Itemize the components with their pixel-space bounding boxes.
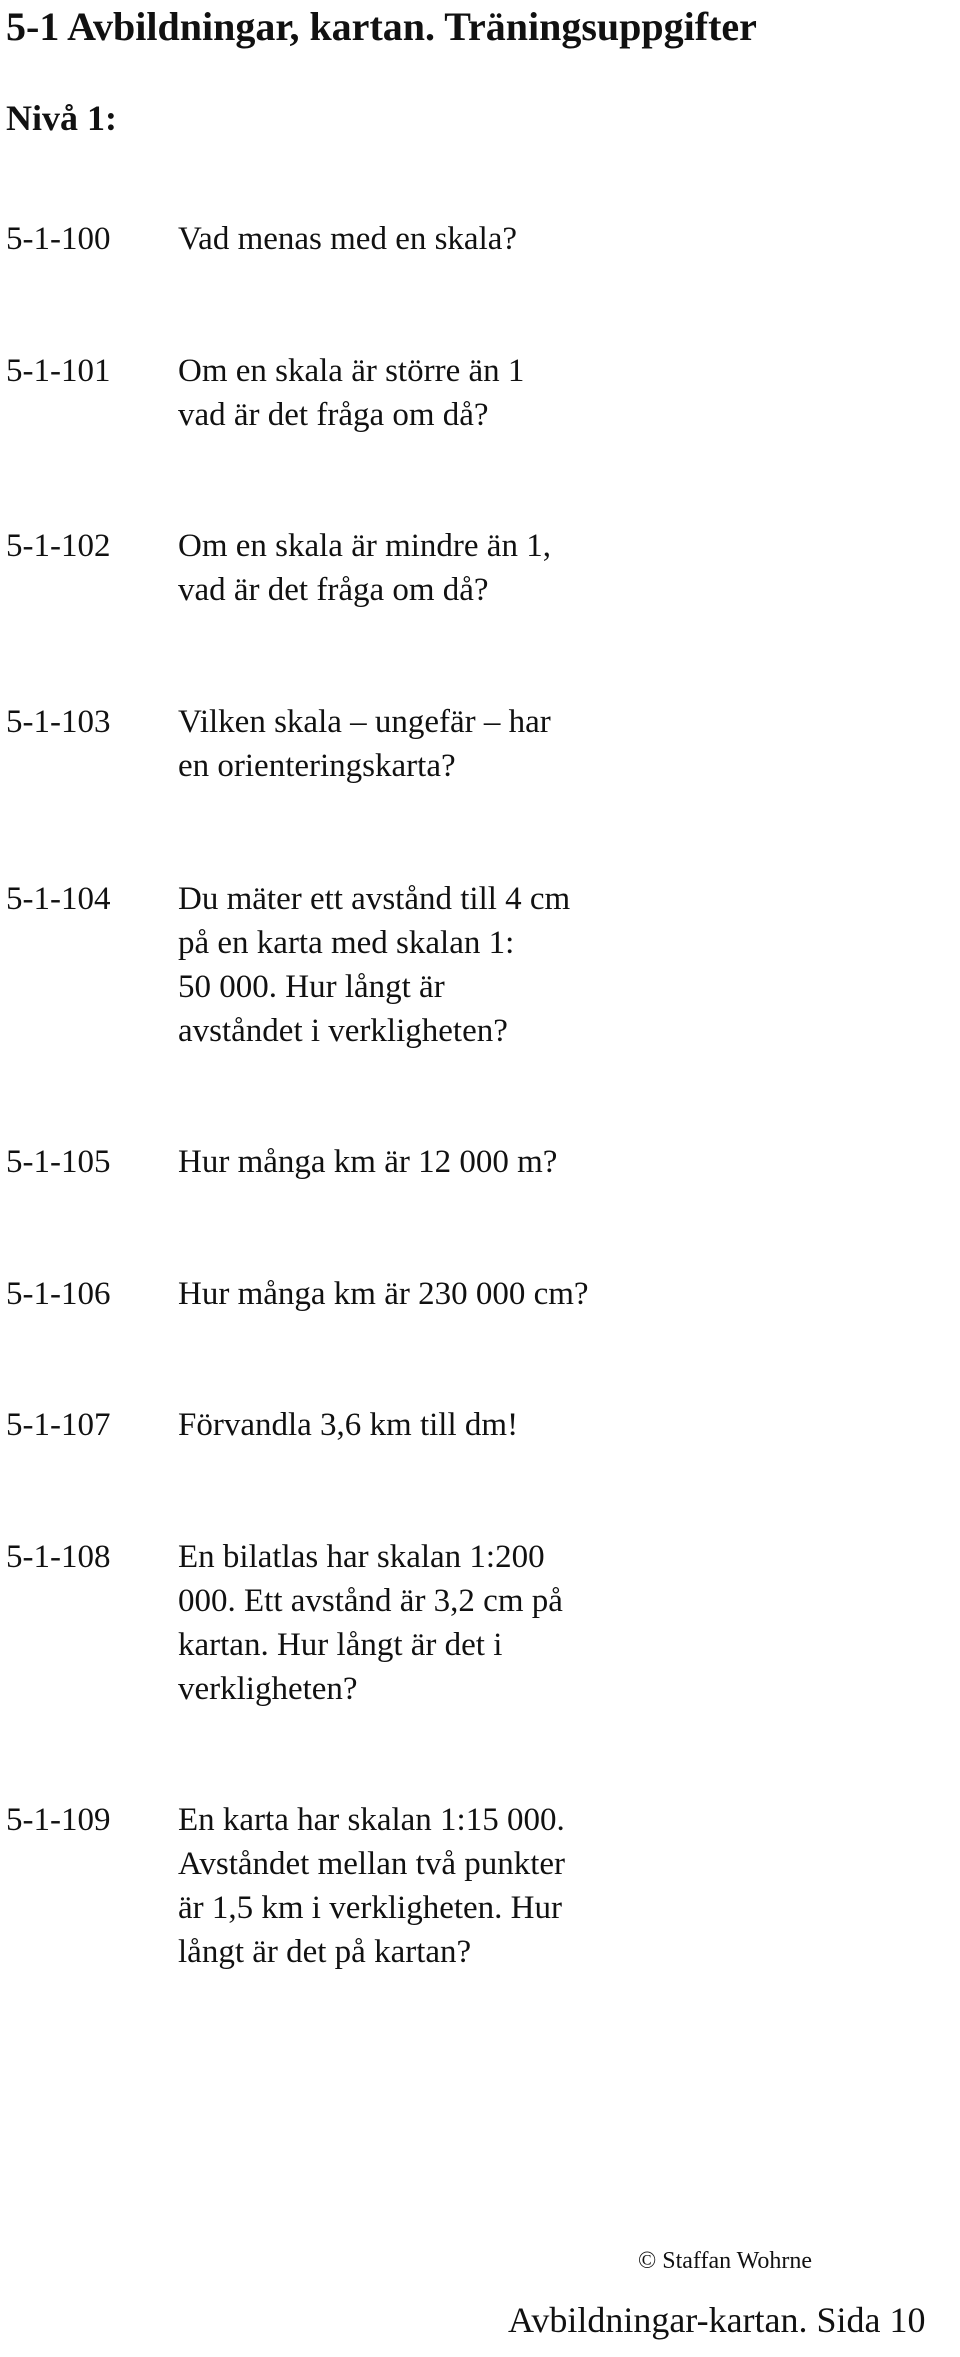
task-5-1-102 [6, 524, 946, 612]
task-text [178, 1403, 946, 1447]
task-line: på en karta med skalan 1: [178, 925, 515, 961]
task-number: 5-1-105 [6, 1144, 111, 1180]
task-line: En karta har skalan 1:15 000. [178, 1802, 565, 1838]
task-line: Avståndet mellan två punkter [178, 1846, 566, 1882]
task-5-1-100 [6, 217, 946, 261]
task-text [178, 1140, 946, 1184]
task-line: 000. Ett avstånd är 3,2 cm på [178, 1583, 563, 1619]
task-text [178, 1798, 946, 1974]
task-line: En bilatlas har skalan 1:200 [178, 1539, 545, 1575]
task-line: Hur många km är 230 000 cm? [178, 1276, 589, 1312]
task-number: 5-1-107 [6, 1407, 111, 1443]
task-line: Du mäter ett avstånd till 4 cm [178, 881, 571, 917]
level-heading: Nivå 1: [6, 98, 117, 138]
task-line: är 1,5 km i verkligheten. Hur [178, 1890, 562, 1926]
page-title: 5-1 Avbildningar, kartan. Träningsuppgifter [6, 4, 757, 49]
task-line: verkligheten? [178, 1671, 358, 1707]
task-5-1-103 [6, 700, 946, 788]
task-number: 5-1-100 [6, 221, 111, 257]
task-line: Hur många km är 12 000 m? [178, 1144, 558, 1180]
task-line: vad är det fråga om då? [178, 572, 489, 608]
task-text [178, 1535, 946, 1711]
task-line: långt är det på kartan? [178, 1934, 472, 1970]
task-line: Vilken skala – ungefär – har [178, 704, 551, 740]
task-text [178, 700, 946, 788]
task-text [178, 524, 946, 612]
task-5-1-107 [6, 1403, 946, 1447]
page-footer: Avbildningar-kartan. Sida 10 [508, 2300, 926, 2340]
task-number: 5-1-101 [6, 353, 111, 389]
task-number: 5-1-108 [6, 1539, 111, 1575]
task-5-1-108 [6, 1535, 946, 1711]
task-line: vad är det fråga om då? [178, 397, 489, 433]
task-number: 5-1-102 [6, 528, 111, 564]
task-number: 5-1-109 [6, 1802, 111, 1838]
copyright-notice: © Staffan Wohrne [638, 2248, 813, 2274]
task-5-1-105 [6, 1140, 946, 1184]
task-number: 5-1-103 [6, 704, 111, 740]
task-number: 5-1-104 [6, 881, 111, 917]
task-text [178, 877, 946, 1053]
task-line: Vad menas med en skala? [178, 221, 518, 257]
task-line: 50 000. Hur långt är [178, 969, 445, 1005]
task-5-1-104 [6, 877, 946, 1053]
task-line: Förvandla 3,6 km till dm! [178, 1407, 519, 1443]
task-text [178, 217, 946, 261]
task-text [178, 1272, 946, 1316]
task-line: kartan. Hur långt är det i [178, 1627, 503, 1663]
task-5-1-101 [6, 349, 946, 437]
task-line: avståndet i verkligheten? [178, 1013, 508, 1049]
task-line: Om en skala är större än 1 [178, 353, 525, 389]
task-5-1-109 [6, 1798, 946, 1974]
task-5-1-106 [6, 1272, 946, 1316]
task-text [178, 349, 946, 437]
task-line: en orienteringskarta? [178, 748, 456, 784]
task-number: 5-1-106 [6, 1276, 111, 1312]
task-line: Om en skala är mindre än 1, [178, 528, 551, 564]
